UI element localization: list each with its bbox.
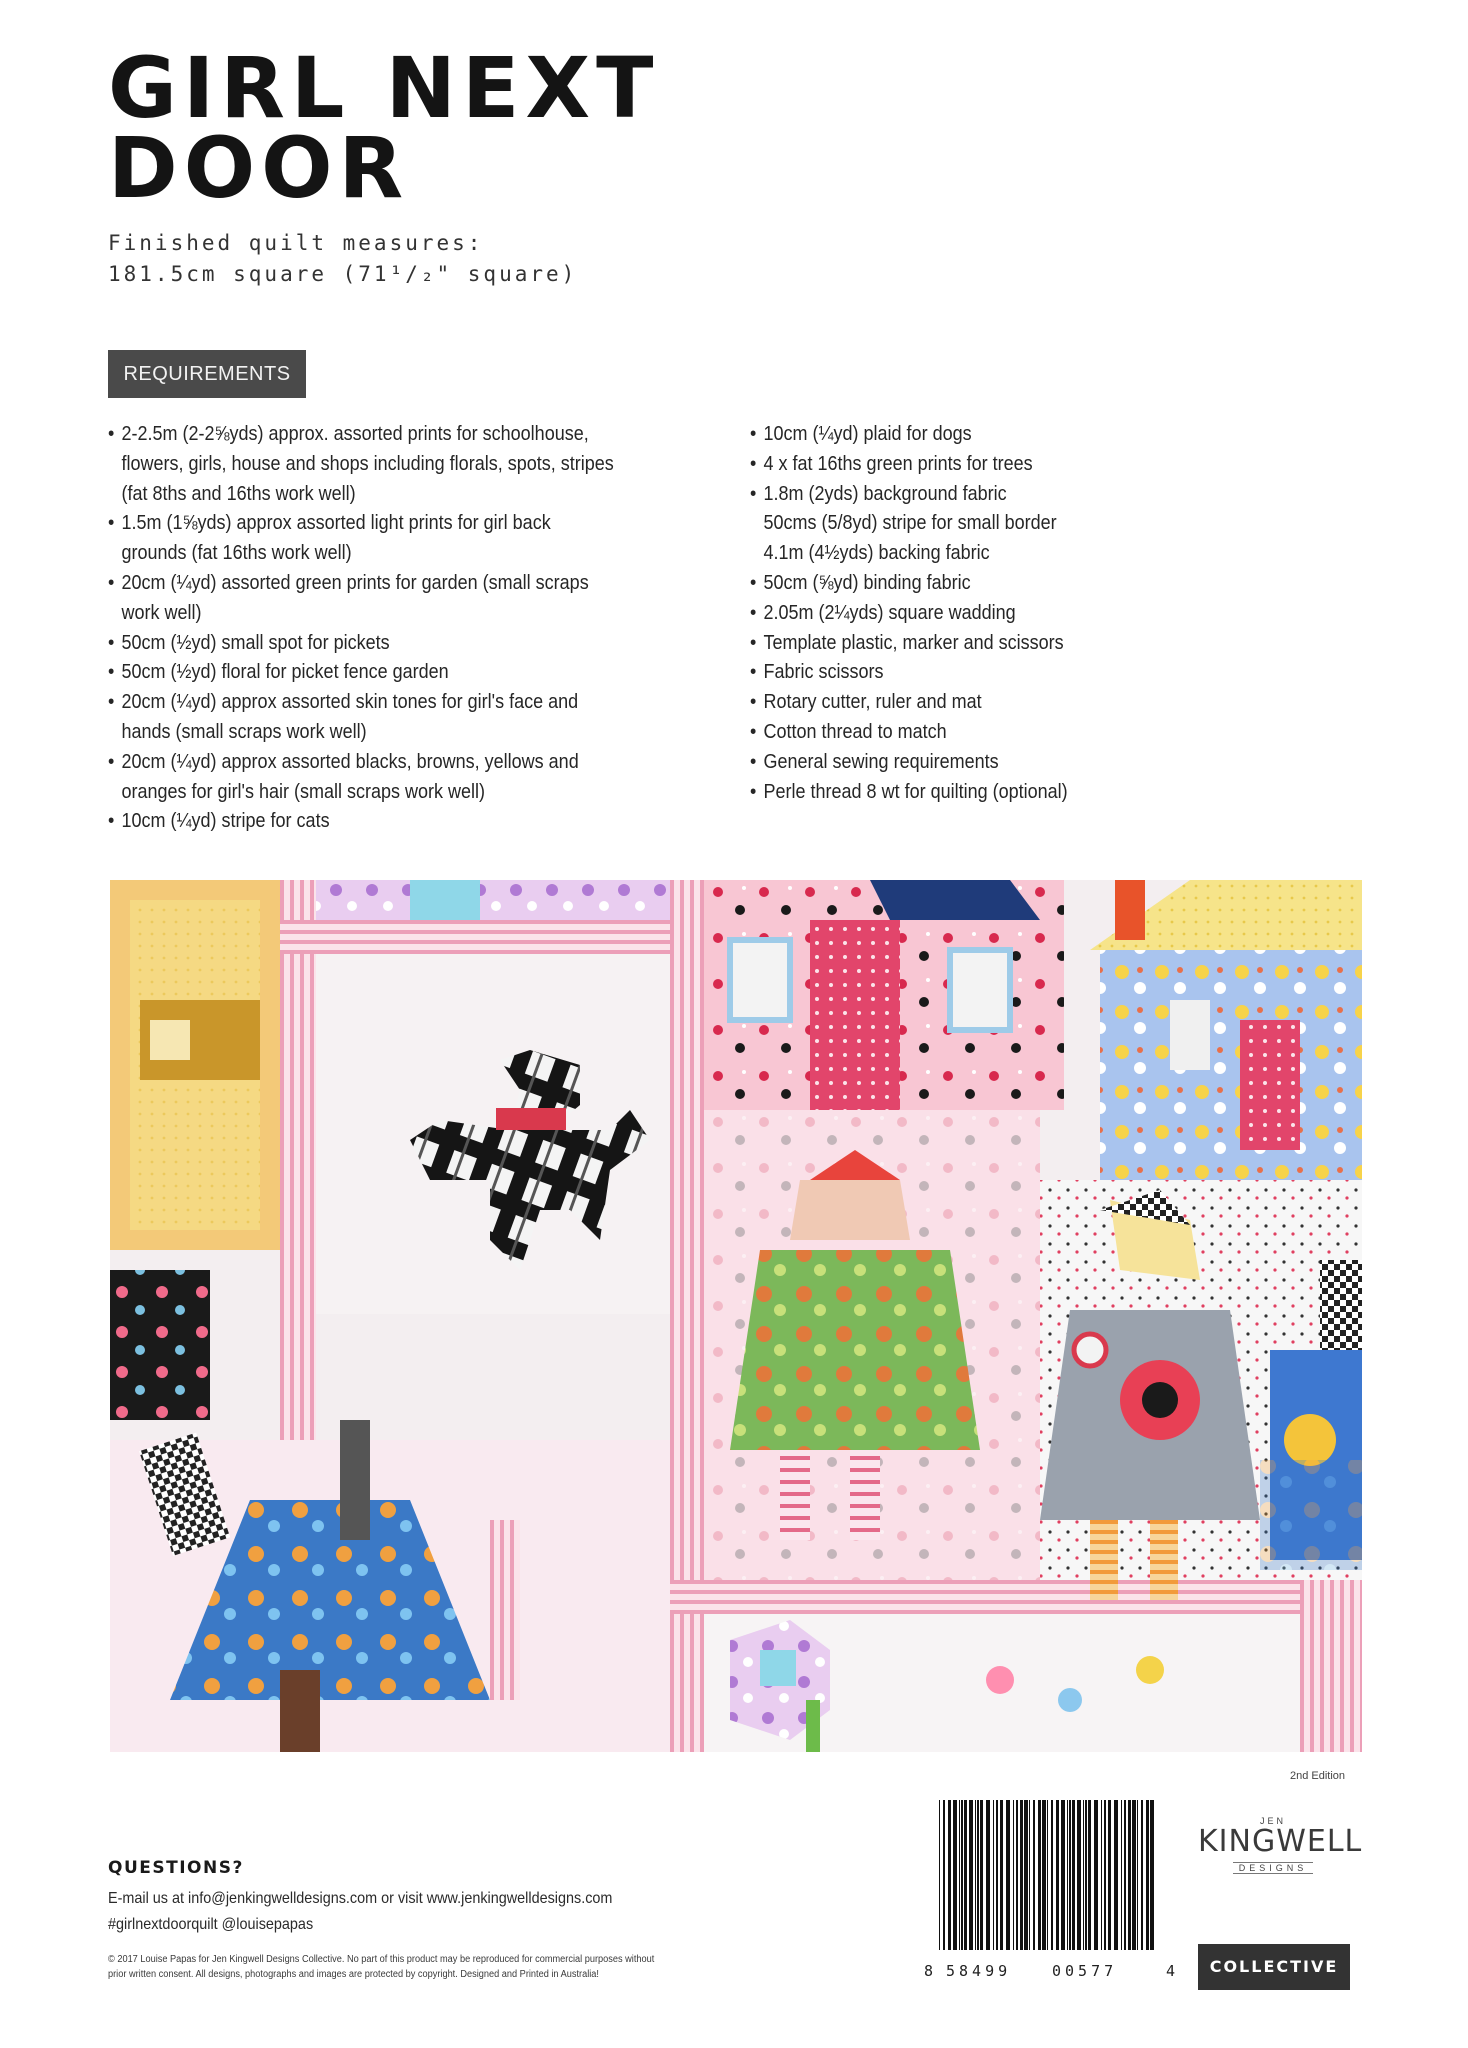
- barcode-bar: [1072, 1800, 1075, 1950]
- barcode-bar: [1061, 1800, 1065, 1950]
- req-item: • Template plastic, marker and scissors: [750, 629, 1283, 659]
- contact-info: [108, 1886, 668, 1938]
- barcode-bar: [1000, 1800, 1003, 1950]
- measures-line-2: 181.5cm square (71¹/₂" square): [108, 262, 578, 286]
- barcode-bar: [1124, 1800, 1126, 1950]
- req-item: • General sewing requirements: [750, 748, 1283, 778]
- questions-heading: QUESTIONS?: [108, 1858, 244, 1878]
- req-item: 4.1m (4½yds) backing fabric: [763, 542, 990, 565]
- logo-designs: DESIGNS: [1233, 1862, 1314, 1874]
- barcode-bar: [1146, 1800, 1149, 1950]
- edition-label: 2nd Edition: [1290, 1770, 1346, 1782]
- barcode-bar: [1128, 1800, 1131, 1950]
- barcode-bar: [1047, 1800, 1048, 1950]
- barcode-bar: [1051, 1800, 1053, 1950]
- req-item: • 20cm (¼yd) approx assorted blacks, browns, yellows and: [108, 748, 761, 778]
- barcode-bar: [1056, 1800, 1059, 1950]
- barcode-bar: [977, 1800, 979, 1950]
- contact-email-line: E-mail us at info@jenkingwelldesigns.com or visit www.jenkingwelldesigns.com: [108, 1890, 613, 1907]
- kingwell-logo: [1198, 1816, 1363, 1876]
- barcode-bar: [1104, 1800, 1106, 1950]
- barcode-bar: [943, 1800, 945, 1950]
- req-item: • 10cm (¼yd) plaid for dogs: [750, 420, 1283, 450]
- req-item: flowers, girls, house and shops including florals, spots, stripes: [121, 452, 614, 475]
- barcode-bar: [986, 1800, 990, 1950]
- title-line-2: DOOR: [108, 119, 410, 217]
- req-item: hands (small scraps work well): [121, 720, 367, 743]
- barcode-bar: [948, 1800, 951, 1950]
- barcode-digit-first: 8: [924, 1962, 934, 1980]
- barcode-bar: [1137, 1800, 1138, 1950]
- barcode-bar: [939, 1800, 940, 1950]
- requirements-left-list: [108, 420, 748, 837]
- requirements-badge: REQUIREMENTS: [108, 350, 306, 398]
- req-item: • Perle thread 8 wt for quilting (optional): [750, 778, 1283, 808]
- barcode-bar: [993, 1800, 994, 1950]
- barcode-digit-last: 4: [1166, 1962, 1176, 1980]
- req-item: • 50cm (⅝yd) binding fabric: [750, 569, 1283, 599]
- barcode-bar: [996, 1800, 998, 1950]
- logo-kingwell: KINGWELL: [1198, 1824, 1363, 1859]
- barcode-bar: [1016, 1800, 1018, 1950]
- barcode-bar: [1083, 1800, 1084, 1950]
- req-item: • 2-2.5m (2-2⅝yds) approx. assorted prints for schoolhouse,: [108, 420, 761, 450]
- barcode-bar: [975, 1800, 976, 1950]
- legal-line-2: prior written consent. All designs, photographs and images are protected by copyright. Designed and Printed in Australia!: [108, 1969, 599, 1980]
- barcode-bar: [1132, 1800, 1136, 1950]
- barcode-bar: [1150, 1800, 1154, 1950]
- barcode-bar: [1024, 1800, 1028, 1950]
- barcode-bar: [1042, 1800, 1046, 1950]
- requirements-right-list: [750, 420, 1270, 807]
- req-item: • Fabric scissors: [750, 658, 1283, 688]
- finished-measures: [108, 228, 577, 290]
- barcode-bar: [1013, 1800, 1014, 1950]
- barcode-bar: [1029, 1800, 1030, 1950]
- req-item: • 50cm (½yd) small spot for pickets: [108, 629, 761, 659]
- req-item: • 4 x fat 16ths green prints for trees: [750, 450, 1283, 480]
- barcode-bar: [1020, 1800, 1023, 1950]
- barcode-digits-group-1: 58499: [946, 1962, 1012, 1980]
- req-item: oranges for girl's hair (small scraps work well): [121, 780, 486, 803]
- req-item: 50cms (5/8yd) stripe for small border: [763, 512, 1057, 535]
- barcode-bar: [1006, 1800, 1010, 1950]
- req-item: • 10cm (¼yd) stripe for cats: [108, 807, 761, 837]
- req-item: • Cotton thread to match: [750, 718, 1283, 748]
- legal-line-1: © 2017 Louise Papas for Jen Kingwell Designs Collective. No part of this product may be reproduced for commercial purposes without: [108, 1954, 655, 1965]
- contact-social-line: #girlnextdoorquilt @louisepapas: [108, 1916, 314, 1933]
- req-item: • 20cm (¼yd) approx assorted skin tones for girl's face and: [108, 688, 761, 718]
- req-item: • Rotary cutter, ruler and mat: [750, 688, 1283, 718]
- req-item: • 50cm (½yd) floral for picket fence garden: [108, 658, 761, 688]
- barcode-bar: [1141, 1800, 1143, 1950]
- barcode-bar: [1088, 1800, 1091, 1950]
- copyright-notice: [108, 1952, 908, 1982]
- req-item: grounds (fat 16ths work well): [121, 542, 352, 565]
- barcode-bar: [1038, 1800, 1041, 1950]
- collective-badge: COLLECTIVE: [1198, 1944, 1350, 1990]
- req-item: (fat 8ths and 16ths work well): [121, 482, 356, 505]
- logo-jen: JEN: [1259, 1816, 1286, 1826]
- barcode-digits-group-2: 00577: [1052, 1962, 1118, 1980]
- req-item: • 1.8m (2yds) background fabric: [750, 480, 1283, 510]
- pattern-title: [108, 39, 660, 217]
- barcode-icon: [935, 1800, 1157, 1960]
- barcode-bar: [961, 1800, 963, 1950]
- measures-line-1: Finished quilt measures:: [108, 231, 484, 255]
- title-line-1: GIRL NEXT: [108, 39, 660, 137]
- barcode-bar: [959, 1800, 960, 1950]
- barcode-bar: [969, 1800, 973, 1950]
- req-item: • 1.5m (1⅝yds) approx assorted light prints for girl back: [108, 509, 761, 539]
- barcode-bar: [1077, 1800, 1081, 1950]
- barcode-bar: [1067, 1800, 1068, 1950]
- quilt-photo: [110, 880, 1362, 1752]
- req-item: • 20cm (¼yd) assorted green prints for garden (small scraps: [108, 569, 761, 599]
- barcode-bar: [1094, 1800, 1098, 1950]
- barcode-bar: [980, 1800, 983, 1950]
- barcode-bar: [1108, 1800, 1111, 1950]
- barcode-bar: [1033, 1800, 1035, 1950]
- barcode-bar: [1069, 1800, 1071, 1950]
- req-item: work well): [121, 601, 202, 624]
- barcode-bar: [1101, 1800, 1102, 1950]
- barcode-bar: [953, 1800, 957, 1950]
- barcode-bar: [1085, 1800, 1087, 1950]
- barcode-bar: [964, 1800, 967, 1950]
- req-item: • 2.05m (2¼yds) square wadding: [750, 599, 1283, 629]
- barcode-bar: [1121, 1800, 1122, 1950]
- barcode-bar: [1114, 1800, 1118, 1950]
